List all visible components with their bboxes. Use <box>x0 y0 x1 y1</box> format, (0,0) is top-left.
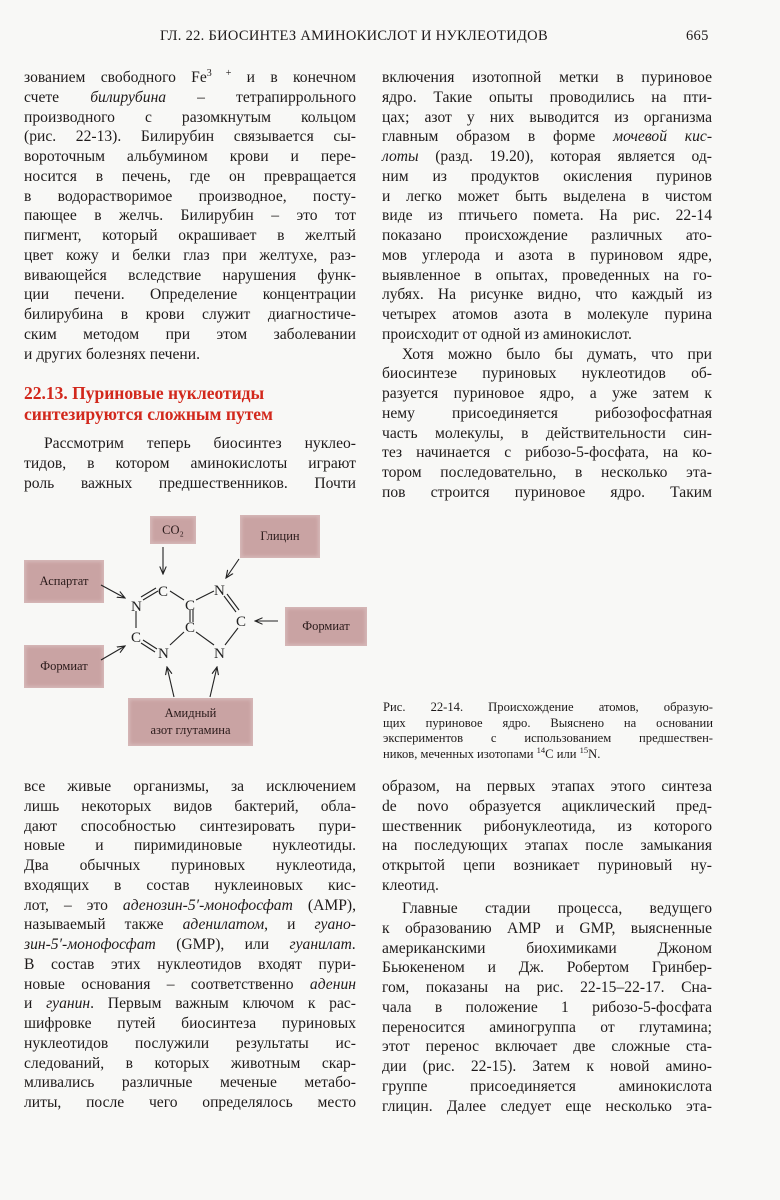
text-line <box>24 994 356 1014</box>
text-segment: щих пуриновое ядро. Выяснено на основании <box>383 715 713 730</box>
text-line <box>382 147 712 167</box>
text-line <box>382 919 712 939</box>
text-segment: показано происхождение различных ато- <box>382 227 712 244</box>
text-line <box>382 226 712 246</box>
text-segment: чала в положение 1 рибозо-5-фосфата <box>382 998 712 1016</box>
arrow-aspartate <box>101 585 125 598</box>
text-segment: ским методом при этом заболевании <box>24 325 356 343</box>
superscript: 15 <box>579 744 589 755</box>
atom-n7: N <box>214 583 225 599</box>
text-segment: включения изотопной метки в пуриновое <box>382 69 712 86</box>
text-line <box>382 1037 712 1057</box>
source-box-glycine: Глицин <box>240 515 320 558</box>
text-segment: к образованию AMP и GMP, выясненные <box>382 919 712 937</box>
text-segment: все живые организмы, за исключением <box>24 778 356 795</box>
text-segment: новые основания – соответственно <box>24 975 310 993</box>
text-line <box>24 836 356 856</box>
superscript: 14 <box>536 744 546 755</box>
text-line <box>382 797 712 817</box>
text-segment: шественник рибонуклеотида, из которого <box>382 817 712 835</box>
text-segment: происходит от одной из аминокислот. <box>382 325 632 343</box>
text-segment: лубях. На рисунке видно, что каждый из <box>382 286 712 304</box>
text-segment: клеотид. <box>382 876 439 894</box>
text-segment: мливались различные меченые метабо- <box>24 1074 356 1092</box>
text-line <box>24 1093 356 1113</box>
text-segment: (рис. 22-13). Билирубин связывается сы- <box>24 128 356 146</box>
text-line <box>24 935 356 955</box>
atom-n3: N <box>158 646 169 662</box>
text-segment: ним из продуктов окисления пуринов <box>382 167 712 185</box>
text-segment: тез начинается с рибозо-5-фосфата, на ко- <box>382 444 712 462</box>
atom-n1: N <box>131 599 142 615</box>
text-segment: нему присоединяется рибозофосфатная <box>382 404 712 422</box>
text-segment: тором последовательно, в несколько эта- <box>382 464 712 481</box>
text-line <box>24 896 356 916</box>
text-line <box>24 915 356 935</box>
text-segment: часть молекулы, в действительности син- <box>382 424 712 442</box>
source-box-aspartate: Аспартат <box>24 560 104 603</box>
text-segment: виде из птичьего помета. На рис. 22-14 <box>382 207 712 225</box>
text-segment: лот, – это <box>24 896 123 914</box>
text-line <box>24 1014 356 1034</box>
text-line <box>382 305 712 325</box>
text-line <box>382 777 712 797</box>
text-segment: и других болезнях печени. <box>24 345 201 363</box>
arrow-glycine <box>226 559 239 578</box>
text-segment: лишь некоторых видов бактерий, обла- <box>24 797 356 815</box>
text-line <box>382 325 712 345</box>
text-segment: (разд. 19.20), которая является од- <box>418 148 712 165</box>
text-segment: C или <box>545 746 580 761</box>
text-line <box>382 998 712 1018</box>
text-line <box>382 108 712 128</box>
text-line <box>382 978 712 998</box>
right-column-bottom-text-1 <box>382 777 712 896</box>
text-segment: ядро. Такие опыты проводились на пти- <box>382 88 712 106</box>
italic-term: билирубина <box>90 88 167 106</box>
section-heading-line: синтезируются сложным путем <box>24 404 273 424</box>
text-segment: ников, меченных изотопами <box>383 746 537 761</box>
text-segment: глицин. Далее следует еще несколько эта- <box>382 1097 712 1115</box>
text-segment: образом, на первых этапах этого синтеза <box>382 778 712 795</box>
text-line <box>382 424 712 444</box>
text-segment: и легко может быть выделена в чистом <box>382 187 712 205</box>
text-segment: пигмент, который окрашивает в желтый <box>24 227 356 244</box>
text-segment: , и <box>264 916 315 934</box>
text-line <box>382 127 712 147</box>
text-segment: называемый также <box>24 916 183 934</box>
source-box-co2: CO₂ <box>150 516 196 544</box>
text-segment: выявленное в опытах, проведенных на го- <box>382 266 712 284</box>
text-line <box>382 68 712 88</box>
text-segment: счете <box>24 88 91 106</box>
text-line <box>382 483 712 503</box>
text-line <box>382 876 712 896</box>
text-line <box>382 345 712 365</box>
text-segment: разуется пуриновое ядро, а уже затем к <box>382 385 712 402</box>
atom-c4: C <box>185 620 196 636</box>
figure-caption <box>383 700 713 762</box>
text-segment: главным образом в форме <box>382 128 614 146</box>
text-line <box>382 88 712 108</box>
text-segment: вивающейся вследствие нарушения функ- <box>24 266 356 284</box>
chapter-title: ГЛ. 22. БИОСИНТЕЗ АМИНОКИСЛОТ И НУКЛЕОТИДОВ <box>160 28 548 44</box>
text-segment: вороточным альбумином крови и пере- <box>24 148 356 165</box>
text-line <box>382 1097 712 1117</box>
text-segment: пов строится пуриновое ядро. Таким <box>382 483 712 501</box>
amide-label-line2: азот глутамина <box>150 723 231 737</box>
text-line <box>24 1034 356 1054</box>
arrow-amide-n3 <box>167 667 174 697</box>
atom-c2: C <box>158 584 169 600</box>
superscript: 3 + <box>206 68 232 79</box>
italic-term: гуано- <box>314 916 356 934</box>
text-segment: носится в печень, где он превращается <box>24 167 356 185</box>
italic-term: лоты <box>382 148 419 165</box>
page-number: 665 <box>686 28 709 44</box>
italic-term: зин-5′-монофосфат <box>24 936 156 953</box>
italic-term: гуанилат. <box>289 936 356 953</box>
text-line <box>24 1054 356 1074</box>
text-segment: В состав этих нуклеотидов входят пури- <box>24 955 356 973</box>
figure-purine-origins <box>0 0 380 760</box>
text-segment: ции печени. Определение концентрации <box>24 286 356 304</box>
text-segment: новые и пиримидиновые нуклеотиды. <box>24 837 356 855</box>
right-column-bottom-text-2 <box>382 899 712 1116</box>
text-line <box>382 939 712 959</box>
left-column-bottom-text <box>24 777 356 1113</box>
text-segment: переносится аминогруппа от глутамина; <box>382 1018 712 1036</box>
text-segment: производного с разомкнутым кольцом <box>24 108 356 126</box>
text-line <box>24 856 356 876</box>
text-segment: цах; азот у них выводится из организма <box>382 108 712 126</box>
text-segment: экспериментов с использованием предшествен- <box>383 731 713 745</box>
text-line <box>383 731 713 747</box>
text-line <box>382 899 712 919</box>
text-segment: и <box>24 995 47 1013</box>
text-segment: биосинтезе пуриновых нуклеотидов об- <box>382 365 712 383</box>
atom-c6: C <box>185 598 196 614</box>
text-segment: (GMP), или <box>155 936 290 953</box>
source-box-formate-right: Формиат <box>285 607 367 646</box>
text-line <box>382 1018 712 1038</box>
text-line <box>382 856 712 876</box>
text-segment: . Первым важным ключом к рас- <box>90 995 357 1013</box>
atom-c5: C <box>131 630 142 646</box>
text-segment: четырех атомов азота в молекуле пурина <box>382 306 712 323</box>
amide-label-line1: Амидный <box>164 706 217 720</box>
text-line <box>24 777 356 797</box>
atom-n9: N <box>214 646 225 662</box>
atom-c8: C <box>236 614 247 630</box>
text-segment: шифровке путей биосинтеза пуриновых <box>24 1015 356 1032</box>
text-line <box>382 1057 712 1077</box>
italic-term: аденилатом <box>182 916 265 934</box>
text-line <box>383 716 713 732</box>
text-segment: мов углерода и азота в пуриновом ядре, <box>382 246 712 264</box>
arrow-formate-left <box>101 646 125 660</box>
text-line <box>24 797 356 817</box>
text-segment: на последующих этапах после замыкания <box>382 837 712 855</box>
text-line <box>382 246 712 266</box>
text-segment: de novo образуется ациклический пред- <box>382 797 712 815</box>
text-line <box>382 285 712 305</box>
text-line <box>24 1073 356 1093</box>
text-segment: зованием свободного Fe <box>24 69 207 86</box>
text-segment: нуклеотидов послужили результаты ис- <box>24 1034 356 1052</box>
text-segment: – тетрапиррольного <box>166 88 357 106</box>
text-segment: этот перенос включает две сложные ста- <box>382 1038 712 1056</box>
text-segment: Рис. 22-14. Происхождение атомов, образую- <box>383 700 713 714</box>
text-segment: дии (рис. 22-15). Затем к новой амино- <box>382 1058 712 1075</box>
text-segment: дают способностью синтезировать пури- <box>24 817 356 835</box>
text-line <box>382 443 712 463</box>
text-line <box>382 364 712 384</box>
text-line <box>382 167 712 187</box>
text-segment: в водорастворимое производное, посту- <box>24 187 356 205</box>
text-segment: билирубина в крови служит диагностиче- <box>24 306 356 323</box>
italic-term: гуанин <box>46 995 91 1013</box>
text-segment: роль важных предшественников. Почти <box>24 474 356 492</box>
arrow-amide-n9 <box>210 667 217 697</box>
text-segment: литы, после чего определялось место <box>24 1094 356 1111</box>
text-segment: входящих в состав нуклеиновых кис- <box>24 876 356 894</box>
right-column-top-text <box>382 68 712 503</box>
text-line <box>382 266 712 286</box>
text-segment: (AMP), <box>292 896 356 914</box>
text-segment: и в конечном <box>231 69 357 86</box>
section-heading-line: 22.13. Пуриновые нуклеотиды <box>24 383 265 403</box>
text-segment: следований, в которых животным скар- <box>24 1054 356 1072</box>
source-box-formate-left: Формиат <box>24 645 104 688</box>
text-segment: гом, показаны на рис. 22-15–22-17. Сна- <box>382 979 712 996</box>
text-line <box>24 876 356 896</box>
text-line <box>382 1077 712 1097</box>
text-segment: Рассмотрим теперь биосинтез нуклео- <box>44 435 356 452</box>
italic-term: аденозин-5′-монофосфат <box>122 896 293 914</box>
text-line <box>382 384 712 404</box>
text-segment: Бьюкененом и Дж. Робертом Гринбер- <box>382 959 712 977</box>
text-segment: Хотя можно было бы думать, что при <box>402 345 712 363</box>
text-line <box>24 955 356 975</box>
italic-term: мочевой кис- <box>613 128 713 146</box>
text-line <box>24 975 356 995</box>
text-line <box>382 463 712 483</box>
text-line <box>383 744 713 763</box>
text-line <box>382 958 712 978</box>
text-line <box>383 700 713 716</box>
text-segment: группе присоединяется аминокислота <box>382 1077 712 1095</box>
text-line <box>382 187 712 207</box>
text-line <box>24 817 356 837</box>
purine-ring-diagram <box>0 0 380 760</box>
text-line <box>382 206 712 226</box>
text-segment: Главные стадии процесса, ведущего <box>402 900 712 917</box>
text-segment: открытой цепи возникает пуриновый ну- <box>382 857 712 874</box>
text-segment: N. <box>588 746 601 761</box>
text-segment: пающее в желчь. Билирубин – это тот <box>24 207 356 225</box>
text-segment: тидов, в котором аминокислоты играют <box>24 454 356 472</box>
text-segment: цвет кожу и белки глаз при желтухе, раз- <box>24 246 356 264</box>
italic-term: аденин <box>309 975 356 993</box>
text-segment: американскими биохимиками Джоном <box>382 939 712 957</box>
text-line <box>382 836 712 856</box>
text-segment: Два обычных пуриновых нуклеотида, <box>24 857 356 874</box>
text-line <box>382 404 712 424</box>
text-line <box>382 817 712 837</box>
